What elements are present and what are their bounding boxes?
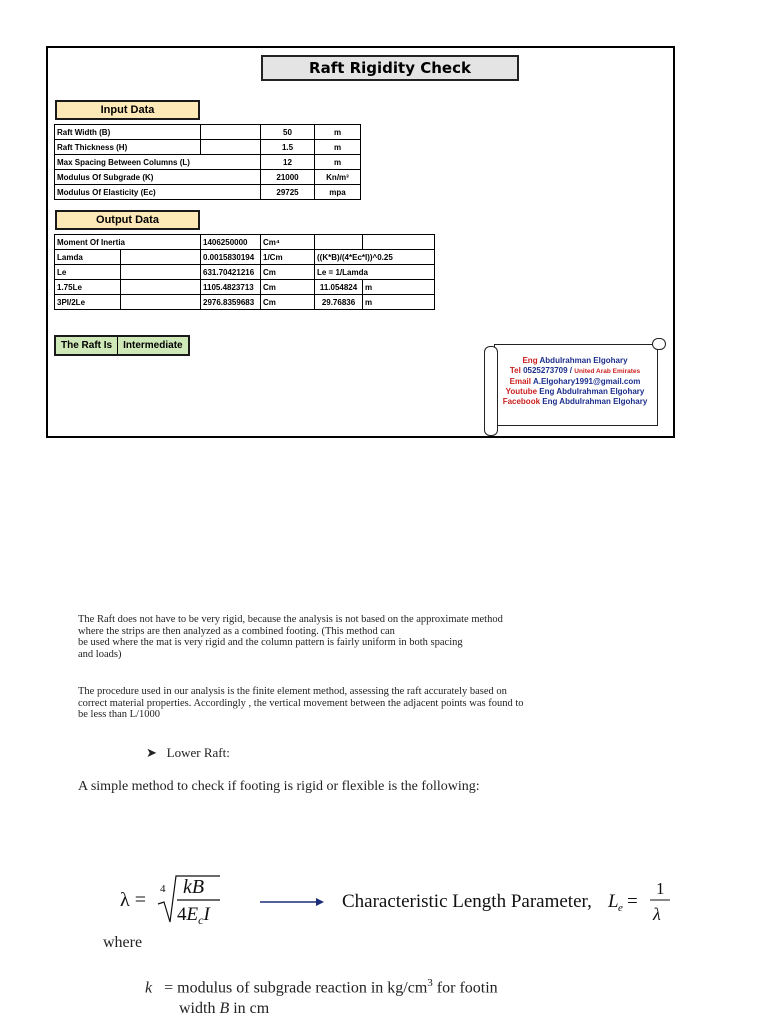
output-note-unit: m (363, 295, 435, 310)
k-definition: k = modulus of subgrade reaction in $kg/cm^3$ for footin width B in cm (145, 977, 498, 1018)
input-label: Max Spacing Between Columns (L) (55, 155, 261, 170)
youtube-value[interactable]: Eng Abdulrahman Elgohary (539, 387, 645, 396)
output-table (54, 234, 435, 310)
svg-text:λ: λ (653, 904, 661, 924)
raft-result-box (54, 335, 190, 356)
input-label: Modulus Of Subgrade (K) (55, 170, 261, 185)
output-label: Le (55, 265, 121, 280)
svg-text:kB: kB (183, 876, 205, 898)
input-unit: m (315, 155, 361, 170)
input-value[interactable]: 1.5 (261, 140, 315, 155)
output-label: Moment Of Inertia (55, 235, 201, 250)
table-row (55, 280, 435, 295)
table-row (55, 170, 361, 185)
facebook-label: Facebook (502, 397, 541, 406)
output-unit: Cm (261, 265, 315, 280)
table-row (55, 265, 435, 280)
svg-text:=: = (627, 891, 638, 912)
table-row (55, 235, 435, 250)
input-label: Modulus Of Elasticity (Ec) (55, 185, 261, 200)
email-label: Email (509, 377, 531, 386)
output-note: Le = 1/Lamda (315, 265, 435, 280)
output-note: 11.054824 (315, 280, 363, 295)
svg-text:4: 4 (160, 883, 166, 895)
input-value[interactable]: 21000 (261, 170, 315, 185)
svg-text:4EcI: $4E_cI$ (177, 904, 210, 927)
output-note: 29.76836 (315, 295, 363, 310)
simple-method-heading: A simple method to check if footing is rigid or flexible is the following: (78, 779, 480, 794)
input-value[interactable]: 12 (261, 155, 315, 170)
arrow-bullet-icon: ➤ (146, 745, 157, 760)
table-row (55, 125, 361, 140)
contact-scroll (484, 338, 664, 436)
table-row (55, 250, 435, 265)
svg-text:e: e (618, 902, 623, 914)
svg-text:1: 1 (656, 879, 665, 898)
where-label: where (103, 934, 143, 951)
input-unit: m (315, 125, 361, 140)
input-table (54, 124, 361, 200)
paragraph-procedure: The procedure used in our analysis is the finite element method, assessing the raft accurately based on correct material properties. Accordingly , the vertical movement between the adjacent points was found to be less than L/1000 (78, 686, 524, 720)
table-row (55, 155, 361, 170)
output-value: 1105.4823713 (201, 280, 261, 295)
country: United Arab Emirates (574, 368, 641, 375)
output-unit: 1/Cm (261, 250, 315, 265)
email-value[interactable]: A.Elgohary1991@gmail.com (532, 377, 641, 386)
output-note: ((K*B)/(4*Ec*I))^0.25 (315, 250, 435, 265)
tel-label: Tel (509, 366, 521, 375)
output-label: 3PI/2Le (55, 295, 121, 310)
contact-name: Eng Abdulrahman Elgohary (522, 356, 628, 365)
table-row (55, 140, 361, 155)
facebook-value[interactable]: Eng Abdulrahman Elgohary (542, 397, 648, 406)
input-value[interactable]: 50 (261, 125, 315, 140)
sheet-title: Raft Rigidity Check (261, 55, 519, 81)
output-value: 2976.8359683 (201, 295, 261, 310)
output-unit: Cm (261, 280, 315, 295)
raft-result-value: Intermediate (117, 337, 187, 354)
formula-label: Characteristic Length Parameter, (342, 891, 592, 912)
input-data-header: Input Data (55, 100, 200, 120)
scroll-roll-right (652, 338, 666, 350)
output-value: 631.70421216 (201, 265, 261, 280)
table-row (55, 295, 435, 310)
output-label: 1.75Le (55, 280, 121, 295)
output-label: Lamda (55, 250, 121, 265)
spreadsheet-panel (46, 46, 675, 438)
output-unit: Cm⁴ (261, 235, 315, 250)
raft-result-label: The Raft Is (61, 340, 113, 351)
input-unit: Kn/m³ (315, 170, 361, 185)
paragraph-raft-rigidity: The Raft does not have to be very rigid, because the analysis is not based on the approximate method where the strips are then analyzed as a combined footing. (This method can be used where the mat is very rigid and the column pattern is fairly uniform in both spacing and loads) (78, 614, 503, 660)
input-label: Raft Thickness (H) (55, 140, 201, 155)
output-value: 0.0015830194 (201, 250, 261, 265)
tel-value: 0525273709 / (523, 366, 573, 375)
input-unit: m (315, 140, 361, 155)
table-row (55, 185, 361, 200)
input-value[interactable]: 29725 (261, 185, 315, 200)
youtube-label: Youtube (505, 387, 538, 396)
svg-text:L: L (608, 891, 619, 912)
contact-info (494, 356, 656, 407)
output-value: 1406250000 (201, 235, 261, 250)
output-note-unit: m (363, 280, 435, 295)
bullet-lower-raft: ➤ Lower Raft: (146, 745, 230, 760)
input-unit: mpa (315, 185, 361, 200)
output-unit: Cm (261, 295, 315, 310)
characteristic-length-formula (120, 872, 680, 930)
output-data-header: Output Data (55, 210, 200, 230)
input-label: Raft Width (B) (55, 125, 201, 140)
svg-text:λ =: λ = (120, 889, 146, 911)
